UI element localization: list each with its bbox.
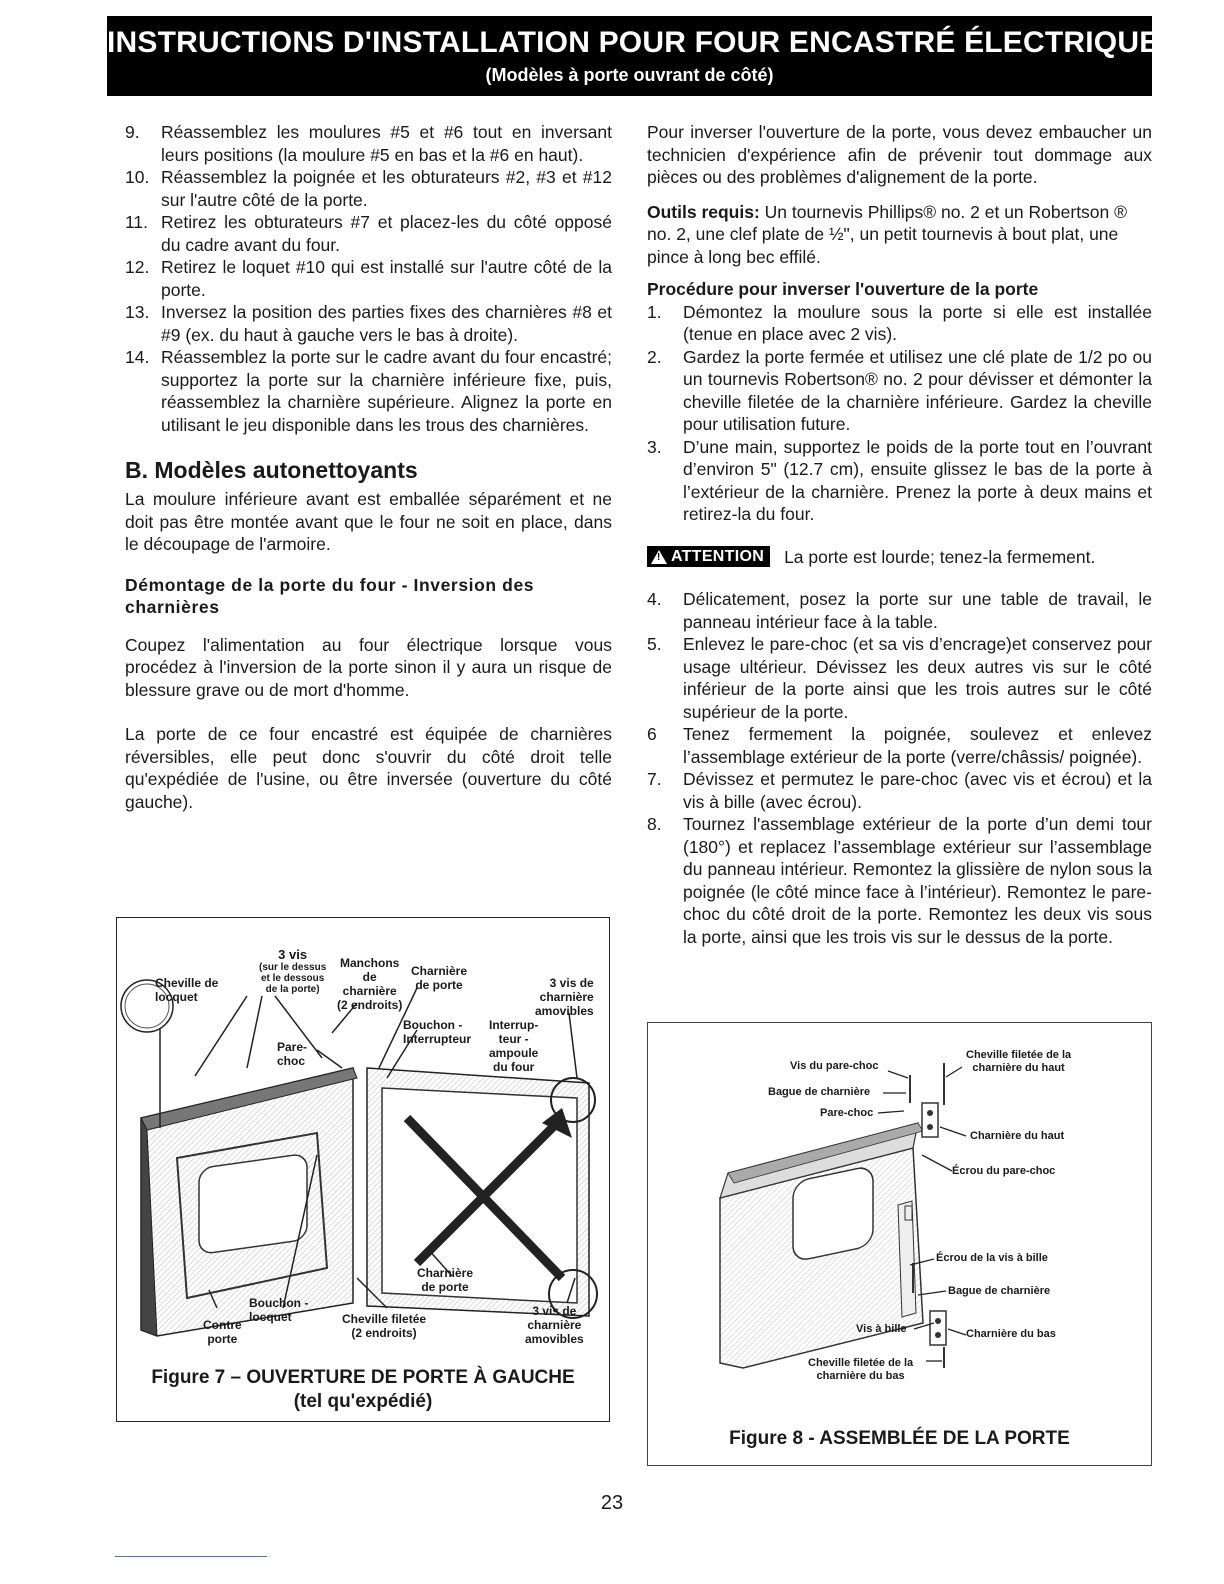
- attention-badge-label: ATTENTION: [671, 548, 765, 566]
- step-number: 14.: [125, 347, 150, 367]
- label-charniere-haut: Charnière du haut: [970, 1130, 1065, 1142]
- step-text: Réassemblez la poignée et les obturateurs #2, #3 et #12 sur l'autre côté de la porte.: [161, 167, 612, 210]
- label-vis-bille: Vis à bille: [856, 1323, 907, 1335]
- procedure-steps-a: [647, 301, 1152, 526]
- label-cheville-locquet: Cheville de locquet: [155, 976, 219, 1004]
- label-cheville-bas: Cheville filetée de la charnière du bas: [808, 1357, 914, 1382]
- label-vis-amovibles: 3 vis de charnière amovibles: [535, 976, 594, 1018]
- header-subtitle: (Modèles à porte ouvrant de côté): [485, 65, 774, 85]
- label-bague-charniere-haut: Bague de charnière: [768, 1086, 871, 1098]
- label-pare-choc: Pare- choc: [277, 1040, 308, 1068]
- attention-notice: [647, 546, 1152, 569]
- step-text: D’une main, supportez le poids de la porte tout en l’ouvrant d’environ 5" (12.7 cm), ensuite glissez le bas de la porte à l’extérieur de la charnière. Prenez la porte à deux mains et retirez-la du four.: [683, 436, 1152, 524]
- tools-paragraph: [647, 201, 1152, 269]
- list-item: [125, 121, 612, 166]
- tools-text: Un tournevis Phillips® no. 2 et un Robertson ® no. 2, une clef plate de ½", un petit tournevis à bout plat, une pince à long bec effilé.: [647, 201, 1128, 267]
- step-text: Dévissez et permutez le pare-choc (avec vis et écrou) et la vis à bille (avec écrou).: [683, 769, 1152, 812]
- step-number: 8.: [647, 814, 662, 834]
- figure-8-illustration: [648, 1023, 1151, 1403]
- hinge-paragraph: La porte de ce four encastré est équipée de charnières réversibles, elle peut donc s'ouvrir du côté droit telle qu'expédiée de l'usine, ou être inversée (ouverture du côté gauche).: [125, 724, 612, 812]
- procedure-steps-b: [647, 588, 1152, 948]
- list-item: [647, 588, 1152, 633]
- attention-text: La porte est lourde; tenez-la fermement.: [784, 546, 1096, 567]
- step-text: Démontez la moulure sous la porte si elle est installée (tenue en place avec 2 vis).: [683, 301, 1152, 344]
- list-item: [125, 166, 612, 211]
- step-number: 4.: [647, 589, 662, 609]
- step-text: Délicatement, posez la porte sur une table de travail, le panneau intérieur face à la table.: [683, 589, 1152, 632]
- list-item: [647, 301, 1152, 346]
- label-vis-pare-choc: Vis du pare-choc: [790, 1060, 879, 1072]
- label-charniere-porte-bas: Charnière de porte: [417, 1266, 474, 1294]
- section-b-intro: La moulure inférieure avant est emballée séparément et ne doit pas être montée avant que le four ne soit en place, dans le découpage de l'armoire.: [125, 489, 612, 554]
- step-text: Tenez fermement la poignée, soulevez et enlevez l’assemblage extérieur de la porte (verre/châssis/ poignée).: [683, 724, 1152, 767]
- page-number: 23: [600, 1492, 624, 1514]
- figure-8: [647, 1022, 1152, 1466]
- step-number: 13.: [125, 302, 150, 322]
- label-charniere-bas: Charnière du bas: [966, 1328, 1056, 1340]
- step-number: 3.: [647, 436, 662, 457]
- label-pare-choc: Pare-choc: [820, 1107, 874, 1119]
- list-item: [125, 256, 612, 301]
- label-ecrou-vis-bille: Écrou de la vis à bille: [936, 1252, 1048, 1264]
- step-text: Retirez les obturateurs #7 et placez-les du côté opposé du cadre avant du four.: [161, 212, 612, 255]
- step-number: 2.: [647, 346, 662, 367]
- step-text: Gardez la porte fermée et utilisez une clé plate de 1/2 po ou un tournevis Robertson® no. 2 pour dévisser et démonter la cheville filetée de la charnière inférieure. Gardez la cheville pour utilisation future.: [683, 346, 1152, 434]
- step-text: Retirez le loquet #10 qui est installé sur l'autre côté de la porte.: [161, 257, 612, 300]
- footer-rule: [115, 1556, 267, 1557]
- tools-label: Outils requis:: [647, 201, 760, 222]
- warning-paragraph: Coupez l'alimentation au four électrique lorsque vous procédez à l'inversion de la porte sinon il y aura un risque de blessure grave ou de mort d'homme.: [125, 634, 612, 700]
- figure-7-caption-line1: Figure 7 – OUVERTURE DE PORTE À GAUCHE: [151, 1367, 575, 1388]
- step-number: 1.: [647, 301, 662, 322]
- label-interrupteur-ampoule: Interrup- teur - ampoule du four: [489, 1018, 539, 1074]
- warning-triangle-icon: !: [651, 550, 667, 564]
- left-steps-list: [125, 121, 612, 436]
- step-number: 9.: [125, 122, 140, 142]
- step-number: 7.: [647, 769, 662, 789]
- list-item: [125, 301, 612, 346]
- label-manchons: Manchons de charnière (2 endroits): [337, 956, 403, 1012]
- section-b-title: B. Modèles autonettoyants: [125, 457, 418, 483]
- label-bouchon-locquet: Bouchon - locquet: [249, 1296, 309, 1324]
- label-cheville-haut: Cheville filetée de la charnière du haut: [966, 1049, 1072, 1074]
- list-item: [647, 723, 1152, 768]
- step-number: 11.: [125, 212, 149, 232]
- figure-7-caption-line2: (tel qu'expédié): [293, 1391, 433, 1412]
- figure-7: [116, 917, 610, 1422]
- step-number: 5.: [647, 634, 662, 654]
- list-item: [647, 768, 1152, 813]
- right-intro: Pour inverser l'ouverture de la porte, vous devez embaucher un technicien d'expérience afin de prévenir tout dommage aux pièces ou des problèmes d'alignement de la porte.: [647, 122, 1152, 187]
- step-text: Réassemblez la porte sur le cadre avant du four encastré; supportez la porte sur la charnière inférieure fixe, puis, réassemblez la charnière supérieure. Alignez la porte en utilisant le jeu disponible dans les trous des charnières.: [161, 347, 612, 435]
- list-item: [647, 346, 1152, 436]
- step-text: Inversez la position des parties fixes des charnières #8 et #9 (ex. du haut à gauche vers le bas à droite).: [161, 302, 612, 345]
- right-column: [647, 121, 1152, 948]
- step-number: 10.: [125, 167, 150, 187]
- list-item: [125, 346, 612, 436]
- step-text: Enlevez le pare-choc (et sa vis d’encrage)et conservez pour usage ultérieur. Dévissez les deux autres vis sur le côté inférieur de la porte ainsi que les trois autres sur le côté supérieur de la porte.: [683, 634, 1152, 722]
- list-item: [647, 436, 1152, 526]
- label-cheville-filetee: Cheville filetée (2 endroits): [342, 1312, 427, 1340]
- step-number: 12.: [125, 257, 150, 277]
- label-bague-charniere-bas: Bague de charnière: [948, 1285, 1051, 1297]
- label-contre-porte: Contre porte: [203, 1318, 242, 1346]
- page-header: [107, 16, 1160, 96]
- label-bouchon-interrupteur: Bouchon - Interrupteur: [403, 1018, 472, 1046]
- step-text: Tournez l'assemblage extérieur de la porte d’un demi tour (180°) et replacez l’assemblage extérieur sur l’assemblage du panneau intérieur. Remontez la glissière de nylon sous la poignée (le côté mince face à l’intérieur). Remontez le pare-choc du côté droit de la porte. Remontez les deux vis sous la porte, ainsi que les trois vis sur le dessus de la porte.: [683, 814, 1152, 947]
- list-item: [647, 813, 1152, 948]
- list-item: [125, 211, 612, 256]
- procedure-heading: Procédure pour inverser l'ouverture de la porte: [647, 279, 1039, 299]
- list-item: [647, 633, 1152, 723]
- attention-badge: [647, 546, 770, 567]
- left-column: [125, 121, 612, 813]
- label-vis-amovibles-bas: 3 vis de charnière amovibles: [525, 1304, 584, 1346]
- figure-8-caption: Figure 8 - ASSEMBLÉE DE LA PORTE: [729, 1428, 1070, 1449]
- step-text: Réassemblez les moulures #5 et #6 tout en inversant leurs positions (la moulure #5 en bas et la #6 en haut).: [161, 122, 612, 165]
- header-title: INSTRUCTIONS D'INSTALLATION POUR FOUR ENCASTRÉ ÉLECTRIQUE: [107, 26, 1160, 59]
- door-removal-heading: Démontage de la porte du four - Inversion des charnières: [125, 574, 535, 617]
- step-number: 6: [647, 724, 657, 744]
- label-charniere-porte: Charnière de porte: [411, 964, 468, 992]
- label-ecrou-pare-choc: Écrou du pare-choc: [952, 1165, 1056, 1177]
- label-3-vis: 3 vis (sur le dessus et le dessous de la porte): [259, 947, 327, 995]
